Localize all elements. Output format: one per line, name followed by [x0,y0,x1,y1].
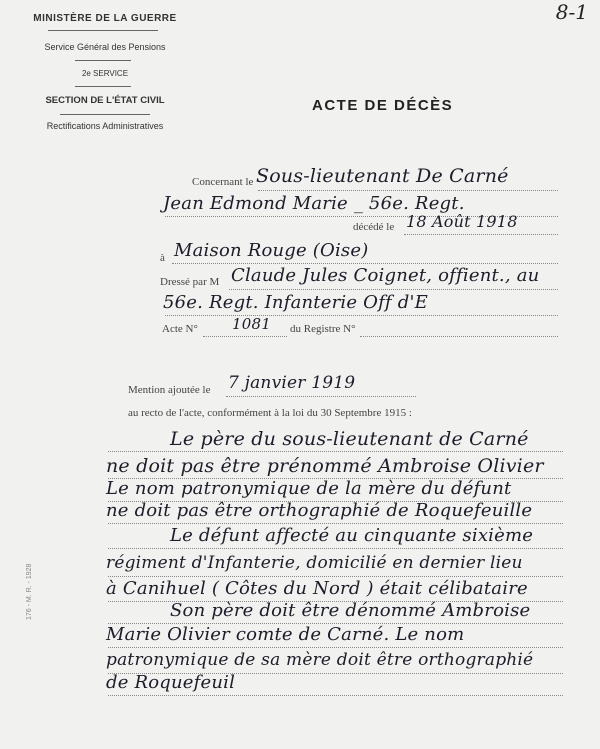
mention-line: régiment d'Infanterie, domicilié en dernier lieu [106,553,523,573]
death-place: Maison Rouge (Oise) [174,240,369,261]
concernant-label: Concernant le [192,176,254,188]
dotted-rule [165,315,558,316]
dotted-rule [229,289,558,290]
concernant-value: Sous-lieutenant De Carné [256,165,509,187]
decede-label: décédé le [353,221,395,233]
decede-date: 18 Août 1918 [406,212,518,231]
place-prefix: à [160,252,165,264]
dresse-label: Dressé par M [160,276,220,288]
mention-line: à Canihuel ( Côtes du Nord ) était célibataire [106,578,528,599]
printer-mark: 176 - M. R. - 1928 [26,563,33,620]
dotted-rule [108,451,563,452]
acte-number-label: Acte N° [162,323,198,335]
registre-label: du Registre N° [290,323,356,335]
document-title: ACTE DE DÉCÈS [312,97,454,114]
mention-line: Le nom patronymique de la mère du défunt [106,478,512,499]
acte-number-value: 1081 [232,315,271,333]
service-general-label: Service Général des Pensions [44,42,166,52]
mention-line: de Roquefeuil [106,672,236,693]
mention-line: Marie Olivier comte de Carné. Le nom [106,624,465,645]
deceased-name: Jean Edmond Marie _ 56e. Regt. [163,193,465,214]
dotted-rule [258,190,558,191]
header-divider [75,86,131,87]
mention-line: Le père du sous-lieutenant de Carné [170,428,529,450]
dotted-rule [108,647,563,648]
dotted-rule [203,336,287,337]
dotted-rule [226,396,416,397]
dotted-rule [108,576,563,577]
mention-line: ne doit pas être orthographié de Roquefeuille [106,500,533,521]
dresse-value-continued: 56e. Regt. Infanterie Off d'E [163,292,428,313]
dotted-rule [108,548,563,549]
service-number-label: 2e SERVICE [81,69,129,78]
dotted-rule [172,263,558,264]
mention-line: Le défunt affecté au cinquante sixième [170,525,534,546]
corner-annotation: 8-1 [555,0,588,24]
dresse-value: Claude Jules Coignet, offient., au [231,265,540,286]
header-divider [60,114,150,115]
ministry-heading: MINISTÈRE DE LA GUERRE [33,13,177,24]
dotted-rule [108,523,563,524]
dotted-rule [108,695,563,696]
rectifications-label: Rectifications Administratives [46,121,164,131]
mention-line: ne doit pas être prénommé Ambroise Olivier [106,455,544,477]
mention-label: Mention ajoutée le [128,384,211,396]
mention-date: 7 janvier 1919 [228,373,356,393]
mention-line: patronymique de sa mère doit être orthographié [106,650,534,670]
section-label: SECTION DE L'ÉTAT CIVIL [45,95,165,106]
recto-text: au recto de l'acte, conformément à la loi du 30 Septembre 1915 : [128,407,412,419]
mention-line: Son père doit être dénommé Ambroise [170,600,531,621]
header-divider [48,30,158,31]
dotted-rule [404,234,558,235]
dotted-rule [360,336,558,337]
header-divider [75,60,131,61]
